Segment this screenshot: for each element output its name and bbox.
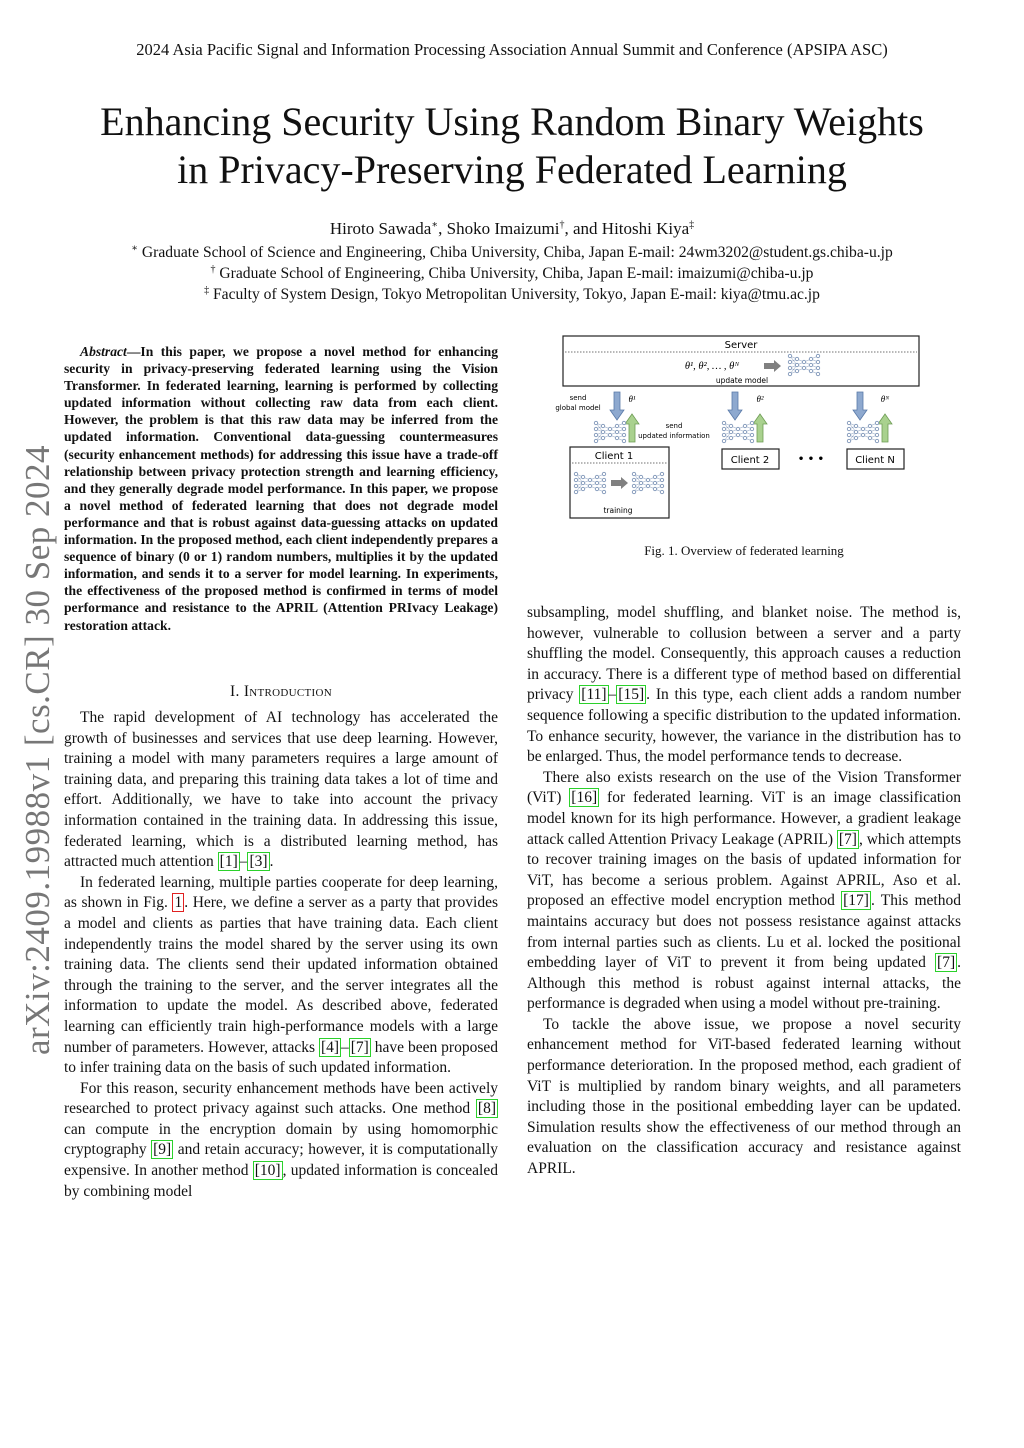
paragraph: subsampling, model shuffling, and blanket noise. The method is, however, vulnerable to collusion between a server and a party shuffling the model. Consequently, this approach causes a reduction in accuracy. There is a different type of method based on differential privacy [11] – [15] . In this type, each client adds a random number sequence following a specific distribution to the updated information. To enhance security, however, the variance in the distribution has to be enlarged. Thus, the model performance tends to decrease. (527, 604, 961, 766)
clientN-network-icon (847, 421, 878, 442)
affiliation (0, 265, 1024, 283)
citation-link[interactable]: [15] (618, 686, 645, 704)
paragraph: For this reason, security enhancement methods have been actively researched to protect privacy against such attacks. One method [8] can compute in the encryption domain by using homomorphic cryptography [9] and retain accuracy; however, it is computationally expensive. In another method [10] , updated information is concealed by combining model (64, 1079, 499, 1200)
abstract-text: —In this paper, we propose a novel method for enhancing security in privacy-preserving federated learning using the Vision Transformer. In federated learning, learning is performed by collecting updated information without collecting raw data from each client. However, the problem is that this raw data may be inferred from the updated information. Conventional data-guessing countermeasures (security enhancement methods) for addressing this issue have a trade-off relationship between privacy protection strength and learning efficiency, and they generally degrade model performance. In this paper, we propose a novel method of federated learning that does not degrade model performance and that is robust against data-guessing attacks on updated information. In the proposed method, each client independently prepares a sequence of binary (0 or 1) random numbers, multiplies it by the updated information, and sends it to a server for model learning. In experiments, the effectiveness of the proposed method is confirmed in terms of model performance and resistance to the APRIL (Attention PRIvacy Leakage) restoration attack. (64, 344, 498, 633)
paper-title (40, 98, 984, 194)
send-global-label: send (569, 394, 587, 402)
paragraph: The rapid development of AI technology has accelerated the growth of businesses and services that use deep learning. However, training a model with many parameters requires a large amount of training data, and preparing this training data takes a lot of time and effort. Additionally, we have to take into account the privacy information contained in the training data. In addressing this issue, federated learning, which is a distributed learning method, has attracted much attention [1] – [3] . (64, 709, 498, 871)
conference-header: 2024 Asia Pacific Signal and Information Processing Association Annual Summit and Conference (APSIPA ASC) (136, 40, 888, 59)
arxiv-stamp (14, 440, 62, 1060)
body-column-left (64, 708, 498, 1202)
section-title: Introduction (243, 683, 333, 700)
theta-sequence: θ¹, θ², … , θᴺ (684, 361, 740, 372)
up-arrow (625, 414, 639, 442)
title-line-1: Enhancing Security Using Random Binary Weights (100, 99, 924, 144)
citation-link[interactable]: [1] (219, 853, 238, 871)
up-arrow (753, 414, 767, 442)
client1-label: Client 1 (594, 451, 634, 462)
body-column-right (527, 603, 961, 1180)
citation-link[interactable]: [7] (937, 954, 956, 972)
author-mark: † (559, 219, 565, 231)
affiliation-mark: ‡ (204, 284, 210, 296)
affiliation-mark: † (210, 263, 216, 275)
down-arrow (610, 392, 624, 420)
affiliation (0, 286, 1024, 304)
affiliation-text: Graduate School of Science and Engineering, Chiba University, Chiba, Japan E-mail: 24wm3202@student.gs.chiba-u.jp (141, 244, 893, 261)
author-mark: ‡ (689, 219, 695, 231)
author-name: Hiroto Sawada (329, 219, 432, 238)
client1-network-icon (594, 421, 625, 442)
affiliation-text: Graduate School of Engineering, Chiba University, Chiba, Japan E-mail: imaizumi@chiba-u.jp (219, 265, 814, 282)
abstract (64, 343, 498, 634)
citation-link[interactable]: [7] (350, 1038, 369, 1056)
citation-link[interactable]: [4] (320, 1038, 340, 1056)
citation-link[interactable]: [17] (843, 892, 869, 910)
citation-link[interactable]: [10] (254, 1162, 281, 1180)
citation-link[interactable]: [7] (838, 830, 857, 848)
theta-2: θ² (756, 394, 764, 404)
server-label: Server (724, 340, 758, 351)
figure-link[interactable]: 1 (174, 894, 183, 912)
author-name: Shoko Imaizumi (446, 219, 560, 238)
author-mark: ∗ (431, 219, 439, 231)
author-name: Hitoshi Kiya (601, 219, 690, 238)
paragraph: In federated learning, multiple parties cooperate for deep learning, as shown in Fig. 1 . Here, we define a server as a party that provides a model and clients as parties that have training data. Each client independently trains the model shared by the server using its own training data. The clients send their updated information obtained through the training to the server, and the server integrates all the information to update the model. As described above, federated learning can efficiently train high-performance models with a large number of parameters. However, attacks [4] – [7] have been proposed to infer training data on the basis of such updated information. (64, 873, 499, 1077)
clientN-label: Client N (855, 455, 895, 466)
down-arrow (853, 392, 867, 420)
client2-label: Client 2 (730, 455, 770, 466)
training-label: training (603, 506, 633, 515)
citation-link[interactable]: [11] (581, 686, 607, 704)
up-arrow (878, 414, 892, 442)
section-heading (64, 683, 498, 701)
author-separator: , (438, 219, 447, 238)
title-line-2: in Privacy-Preserving Federated Learning (177, 147, 847, 192)
author-list (0, 219, 1024, 239)
theta-1: θ¹ (628, 394, 636, 404)
citation-link[interactable]: [9] (153, 1141, 172, 1159)
affiliation-text: Faculty of System Design, Tokyo Metropolitan University, Tokyo, Japan E-mail: kiya@tmu.ac.jp (212, 286, 820, 303)
arxiv-stamp-text: arXiv:2409.19988v1 [cs.CR] 30 Sep 2024 (18, 444, 57, 1056)
paragraph: To tackle the above issue, we propose a novel security enhancement method for ViT-based federated learning without performance deterioration. In the proposed method, each gradient of ViT is multiplied by random binary weights, and all parameters including those in the positional embedding layer can be updated. Simulation results show the effectiveness of our method through an evaluation on the classification accuracy and resistance against APRIL. (527, 1015, 961, 1178)
author-separator: , and (564, 219, 602, 238)
affiliation-mark: ∗ (131, 242, 139, 254)
theta-n: θᴺ (880, 394, 890, 404)
down-arrow (728, 392, 742, 420)
citation-link[interactable]: [8] (477, 1100, 496, 1118)
client2-network-icon (722, 421, 753, 442)
federated-learning-figure (552, 334, 930, 524)
send-update-label: send (665, 422, 683, 430)
abstract-label: Abstract (80, 344, 127, 359)
citation-link[interactable]: [3] (249, 853, 268, 871)
paragraph: There also exists research on the use of the Vision Transformer (ViT) [16] for federated learning. ViT is an image classification model known for its high performance. However, a gradient leakage attack called Attention Privacy Leakage (APRIL) [7] , which attempts to recover training images on the basis of updated information for ViT, has become a serious problem. Against APRIL, Aso et al. proposed an effective model encryption method [17] . This method maintains accuracy but does not possess resistance against attacks from internal parties such as clients. Lu et al. locked the positional embedding layer of ViT to prevent it from being updated [7] . Although this method is robust against internal attacks, the performance is degraded when using a model without pre-training. (527, 768, 961, 1013)
section-number: I. (229, 683, 240, 700)
figure-caption: Fig. 1. Overview of federated learning (644, 543, 844, 558)
citation-link[interactable]: [16] (571, 789, 598, 807)
send-global-label: global model (555, 404, 601, 412)
update-model-label: update model (715, 376, 769, 385)
affiliation (0, 244, 1024, 262)
send-update-label: updated information (638, 432, 710, 440)
ellipsis-dots: • • • (797, 454, 825, 465)
